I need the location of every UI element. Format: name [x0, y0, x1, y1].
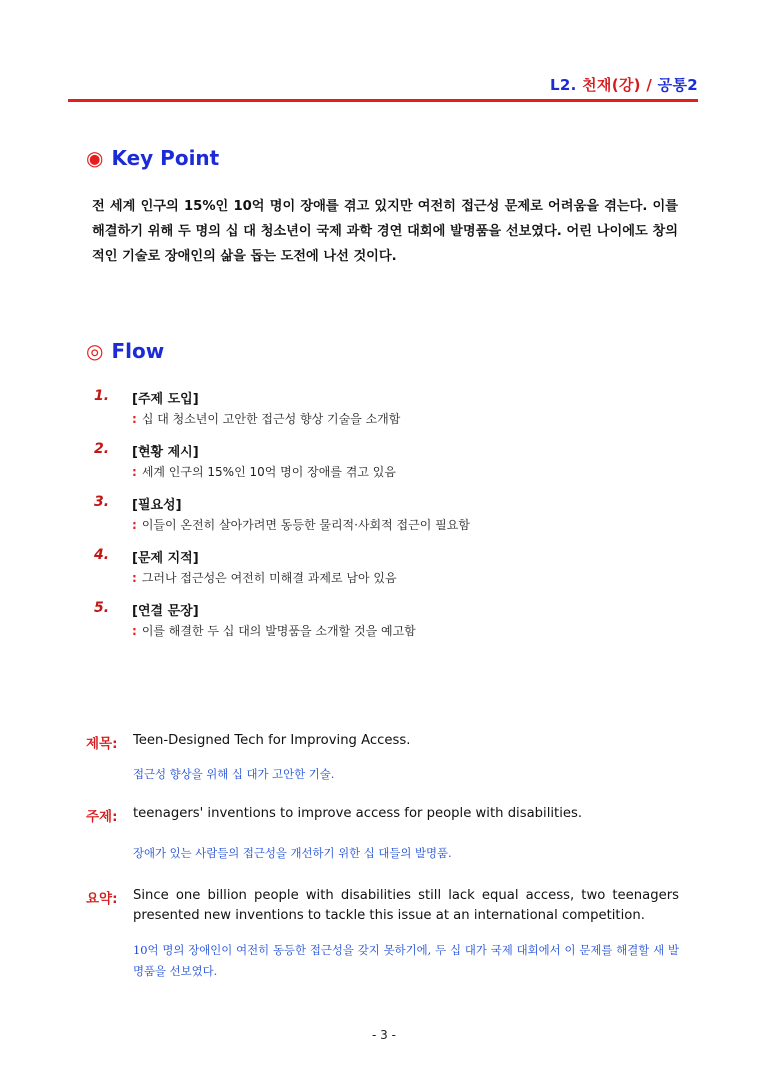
flow-item-title: [주제 도입]: [132, 392, 199, 407]
abstract-english: Since one billion people with disabilities still lack equal access, two teenagers presented new inventions to tackle this issue at an international competition.: [133, 888, 679, 923]
double-circle-icon: ◎: [86, 339, 104, 363]
flow-item-number: 1.: [94, 388, 110, 404]
flow-item: [94, 547, 694, 600]
lesson-number: L2.: [550, 76, 577, 94]
target-icon: ◉: [86, 146, 104, 170]
flow-item-desc: [132, 516, 470, 533]
colon-marker: :: [132, 518, 137, 532]
key-point-heading: [86, 146, 219, 170]
flow-item-title: [문제 지적]: [132, 551, 199, 566]
flow-item-number: 3.: [94, 494, 110, 510]
colon-marker: :: [132, 465, 137, 479]
flow-item-desc: [132, 569, 397, 586]
category-name: 공통2: [657, 76, 698, 94]
header-separator: /: [646, 76, 653, 94]
colon-marker: :: [132, 571, 137, 585]
colon-marker: :: [132, 624, 137, 638]
theme-label: 주제:: [86, 809, 118, 825]
flow-item-title: [현황 제시]: [132, 445, 199, 460]
page-number: - 3 -: [372, 1028, 396, 1042]
header-divider: [68, 99, 698, 102]
publisher-name: 천재(강): [582, 76, 641, 94]
flow-item-number: 2.: [94, 441, 110, 457]
key-point-title: Key Point: [111, 146, 220, 170]
flow-item-title: [연결 문장]: [132, 604, 199, 619]
title-korean: 접근성 향상을 위해 십 대가 고안한 기술.: [133, 767, 335, 781]
flow-item: [94, 600, 694, 653]
flow-heading: [86, 339, 164, 363]
flow-item-desc-text: 세계 인구의 15%인 10억 명이 장애를 겪고 있음: [141, 465, 396, 479]
flow-title: Flow: [111, 339, 165, 363]
title-english: Teen-Designed Tech for Improving Access.: [133, 733, 411, 748]
flow-item-desc: [132, 410, 400, 427]
flow-item-number: 4.: [94, 547, 110, 563]
abstract-label: 요약:: [86, 891, 118, 907]
flow-item: [94, 441, 694, 494]
theme-korean: 장애가 있는 사람들의 접근성을 개선하기 위한 십 대들의 발명품.: [133, 846, 452, 860]
flow-list: [94, 388, 694, 653]
flow-item-title: [필요성]: [132, 498, 182, 513]
key-point-text: 전 세계 인구의 15%인 10억 명이 장애를 겪고 있지만 여전히 접근성 문제로 어려움을 겪는다. 이를 해결하기 위해 두 명의 십 대 청소년이 국제 과학 경연 대회에 발명품을 선보였다. 어린 나이에도 창의적인 기술로 장애인의 삶을 돕는 도전에 나선 것이다.: [92, 199, 678, 264]
flow-item-desc-text: 십 대 청소년이 고안한 접근성 향상 기술을 소개함: [141, 412, 401, 426]
colon-marker: :: [132, 412, 137, 426]
flow-item-desc: [132, 622, 416, 639]
lesson-header-tag: [550, 74, 698, 95]
abstract-korean: 10억 명의 장애인이 여전히 동등한 접근성을 갖지 못하기에, 두 십 대가 국제 대회에서 이 문제를 해결할 새 발명품을 선보였다.: [133, 943, 679, 978]
flow-item-desc-text: 이를 해결한 두 십 대의 발명품을 소개할 것을 예고함: [141, 624, 416, 638]
flow-item-desc-text: 그러나 접근성은 여전히 미해결 과제로 남아 있음: [141, 571, 397, 585]
flow-item-number: 5.: [94, 600, 110, 616]
flow-item-desc-text: 이들이 온전히 살아가려면 동등한 물리적·사회적 접근이 필요함: [141, 518, 470, 532]
flow-item-desc: [132, 463, 396, 480]
flow-item: [94, 388, 694, 441]
theme-english: teenagers' inventions to improve access for people with disabilities.: [133, 806, 583, 821]
title-label: 제목:: [86, 736, 118, 752]
flow-item: [94, 494, 694, 547]
